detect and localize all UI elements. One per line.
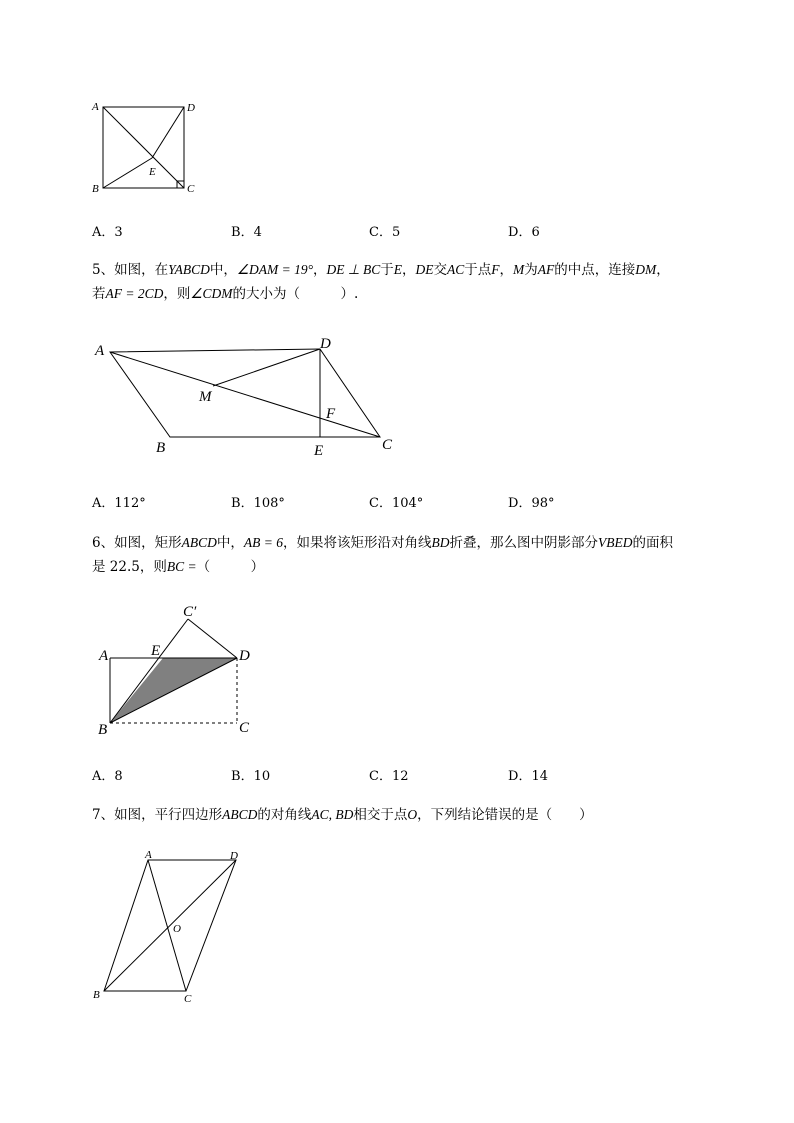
- q6-stem: [92, 531, 782, 579]
- q5-options: [92, 492, 772, 512]
- q5-line-2: 若AF = 2CD，则∠CDM的大小为（ ）.: [92, 286, 359, 302]
- q6-label-e: E: [151, 643, 161, 659]
- q5-label-a: A: [95, 343, 105, 359]
- q6-option-a[interactable]: A．8: [92, 769, 123, 784]
- q5-line-1: 5、如图，在YABCD中，∠DAM = 19°，DE ⊥ BC于E，DE交AC于点F，M为AF的中点，连接DM，: [92, 262, 670, 278]
- q7-label-o: O: [173, 923, 181, 935]
- q5-label-f: F: [326, 406, 336, 422]
- q7-parallelogram-diagram: [88, 846, 258, 1008]
- q5-label-c: C: [382, 437, 393, 453]
- q4-option-d[interactable]: D．6: [508, 225, 540, 240]
- q6-folded-rectangle-diagram: [92, 604, 262, 738]
- q6-option-d[interactable]: D．14: [508, 769, 548, 784]
- q5-label-d: D: [320, 336, 331, 352]
- q6-figure: [92, 604, 262, 738]
- q6-option-b[interactable]: B．10: [231, 769, 271, 784]
- q5-label-b: B: [156, 440, 166, 456]
- q6-label-c-prime: C′: [183, 604, 197, 620]
- q4-label-a: A: [92, 101, 99, 113]
- q5-label-m: M: [199, 389, 212, 405]
- q4-options: [92, 221, 772, 241]
- q6-label-d: D: [239, 648, 250, 664]
- q6-options: [92, 765, 772, 785]
- q4-option-b[interactable]: B．4: [231, 225, 262, 240]
- q5-figure: [90, 334, 410, 464]
- q7-figure: [88, 846, 258, 1008]
- q4-label-c: C: [187, 183, 195, 195]
- q7-label-d: D: [230, 850, 238, 862]
- q5-option-c[interactable]: C．104°: [369, 496, 424, 511]
- q6-line-2: 是 22.5，则BC =（ ）: [92, 559, 265, 575]
- q5-option-b[interactable]: B．108°: [231, 496, 285, 511]
- q4-square-diagram: [88, 98, 208, 198]
- q4-option-c[interactable]: C．5: [369, 225, 401, 240]
- q6-label-a: A: [99, 648, 109, 664]
- q5-option-d[interactable]: D．98°: [508, 496, 555, 511]
- q6-label-c: C: [239, 720, 250, 736]
- q4-label-d: D: [187, 102, 195, 114]
- q7-line-1: 7、如图，平行四边形ABCD的对角线AC, BD相交于点O，下列结论错误的是（ ）: [92, 807, 593, 823]
- q5-label-e: E: [314, 443, 324, 459]
- q5-option-a[interactable]: A．112°: [92, 496, 146, 511]
- q5-stem: [92, 258, 782, 306]
- q7-label-c: C: [184, 993, 192, 1005]
- q4-option-a[interactable]: A．3: [92, 225, 123, 240]
- q6-line-1: 6、如图，矩形ABCD中，AB = 6，如果将该矩形沿对角线BD折叠，那么图中阴影部分VBED的面积: [92, 535, 673, 551]
- q4-figure: [88, 98, 208, 198]
- q6-label-b: B: [98, 722, 108, 738]
- q4-label-b: B: [92, 183, 99, 195]
- q7-stem: [92, 803, 782, 827]
- q5-parallelogram-diagram: [90, 334, 410, 464]
- q7-label-b: B: [93, 989, 100, 1001]
- q7-label-a: A: [145, 849, 152, 861]
- q6-option-c[interactable]: C．12: [369, 769, 409, 784]
- q4-label-e: E: [149, 166, 156, 178]
